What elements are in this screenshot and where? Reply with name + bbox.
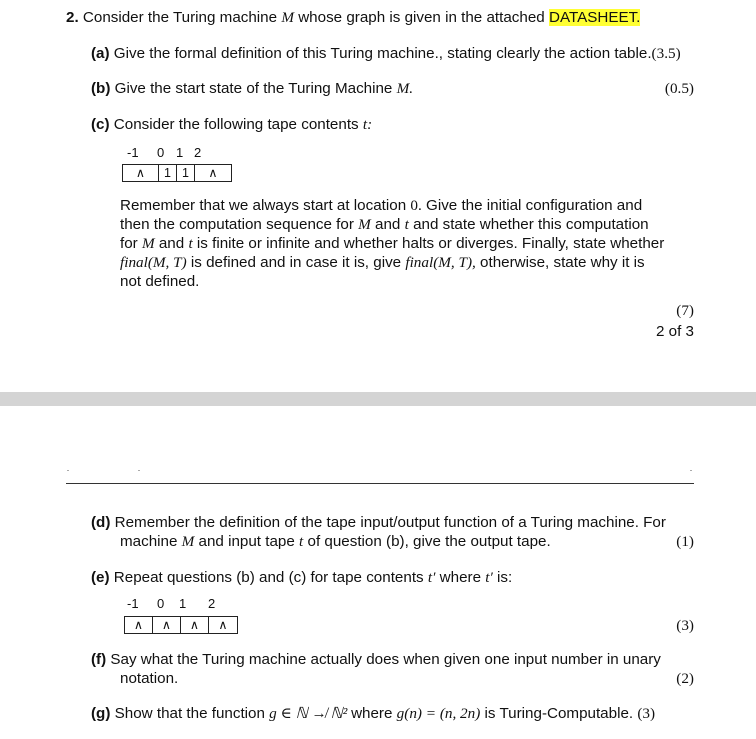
part-c-marks: (7) (676, 302, 694, 319)
text: and (375, 216, 401, 233)
part-b (91, 79, 413, 98)
part-c-text: Consider the following tape contents (113, 116, 359, 133)
tape-cell: ∧ (123, 165, 159, 181)
question-number: 2. (66, 9, 79, 26)
part-g (91, 704, 655, 723)
part-b-label: (b) (91, 80, 111, 97)
part-c (91, 115, 372, 134)
question-2-intro (66, 8, 640, 27)
part-a-text: Give the formal definition of this Turing machine., stating clearly the action table. (113, 45, 652, 62)
part-c-tape-symbol: t: (362, 116, 373, 133)
text: machine (120, 533, 178, 550)
math: t (404, 216, 409, 233)
tape-index: 2 (208, 596, 216, 611)
part-e-marks: (3) (676, 617, 694, 634)
part-a-marks: (3.5) (651, 45, 681, 62)
tape-index: 0 (157, 596, 165, 611)
math: final(M, T), (405, 254, 476, 271)
text: where (439, 569, 482, 586)
part-c-para-line-4 (120, 253, 645, 272)
math: M (358, 216, 371, 233)
tape-cell: ∧ (125, 617, 153, 633)
math: g(n) = (n, 2n) (396, 705, 481, 722)
part-d-marks: (1) (676, 533, 694, 550)
question-intro-text: Consider the Turing machine (82, 9, 278, 26)
tape-t-prime-indices (127, 596, 237, 611)
part-f-label: (f) (91, 651, 107, 668)
page-counter: 2 of 3 (656, 323, 694, 340)
tape-cell: ∧ (181, 617, 209, 633)
tape-index: -1 (127, 596, 139, 611)
part-c-label: (c) (91, 116, 110, 133)
tape-t-prime (124, 616, 238, 634)
part-f-line-2: notation. (120, 670, 179, 687)
tape-index: -1 (127, 145, 139, 160)
part-d-line-1 (91, 513, 666, 532)
tape-t-indices (127, 145, 237, 160)
math: final(M, T) (120, 254, 187, 271)
text: otherwise, state why it is (480, 254, 645, 271)
text: Repeat questions (b) and (c) for tape contents (113, 569, 424, 586)
part-b-text: Give the start state of the Turing Machine (114, 80, 393, 97)
part-f-line-1 (91, 650, 661, 669)
machine-symbol: M (281, 9, 294, 26)
header-dot (690, 470, 692, 471)
text: not defined. (120, 273, 200, 290)
text: Show that the function (114, 705, 265, 722)
text: where (351, 705, 393, 722)
tape-cell: 1 (177, 165, 195, 181)
part-f-marks: (2) (676, 670, 694, 687)
part-e (91, 568, 512, 587)
tape-cell: ∧ (208, 166, 218, 180)
part-c-para-line-1 (120, 196, 642, 215)
text: is defined and in case it is, give (190, 254, 402, 271)
part-a-label: (a) (91, 45, 110, 62)
part-e-label: (e) (91, 569, 110, 586)
question-intro-tail: whose graph is given in the attached (298, 9, 545, 26)
text: of question (b), give the output tape. (307, 533, 551, 550)
page-gap (0, 392, 756, 406)
math: t (188, 235, 193, 252)
part-c-para-line-3 (120, 234, 664, 253)
tape-cell: ∧ (218, 618, 228, 632)
part-b-machine: M. (396, 80, 414, 97)
part-c-para-line-5 (120, 272, 199, 291)
math: M (181, 533, 195, 550)
header-dot (138, 470, 140, 471)
math: M (141, 235, 155, 252)
part-c-para-line-2 (120, 215, 649, 234)
part-d-line-2 (120, 532, 551, 551)
tape-t (122, 164, 232, 182)
datasheet-highlight: DATASHEET. (548, 9, 641, 26)
tape-cell: ∧ (153, 617, 181, 633)
part-d-label: (d) (91, 514, 111, 531)
text: for (120, 235, 138, 252)
page-2 (0, 406, 756, 739)
part-g-marks: (3) (637, 705, 656, 722)
text: is Turing-Computable. (484, 705, 634, 722)
text: Say what the Turing machine actually does when given one input number in unary (110, 651, 661, 668)
part-a (91, 44, 681, 63)
math: t′ (485, 569, 493, 586)
tape-cell: 1 (159, 165, 177, 181)
text: and input tape (198, 533, 295, 550)
part-b-marks: (0.5) (664, 80, 694, 97)
header-dot (67, 470, 69, 471)
text: and (158, 235, 185, 252)
part-d-text: Remember the definition of the tape input/output function of a Turing machine. For (114, 514, 666, 531)
text: is finite or infinite and whether halts or diverges. Finally, state whether (196, 235, 665, 252)
text: then the computation sequence for (120, 216, 354, 233)
text: Remember that we always start at location (120, 197, 407, 214)
text: and state whether this computation (413, 216, 649, 233)
text: is: (497, 569, 513, 586)
part-g-label: (g) (91, 705, 111, 722)
tape-index: 0 (157, 145, 165, 160)
math: g ∈ ℕ ↛ ℕ² (269, 705, 352, 722)
tape-index: 1 (176, 145, 184, 160)
math: 0. (410, 197, 422, 214)
tape-index: 2 (194, 145, 202, 160)
tape-index: 1 (179, 596, 187, 611)
math: t (299, 533, 304, 550)
math: t′ (427, 569, 436, 586)
text: Give the initial configuration and (426, 197, 643, 214)
header-rule (66, 483, 694, 484)
